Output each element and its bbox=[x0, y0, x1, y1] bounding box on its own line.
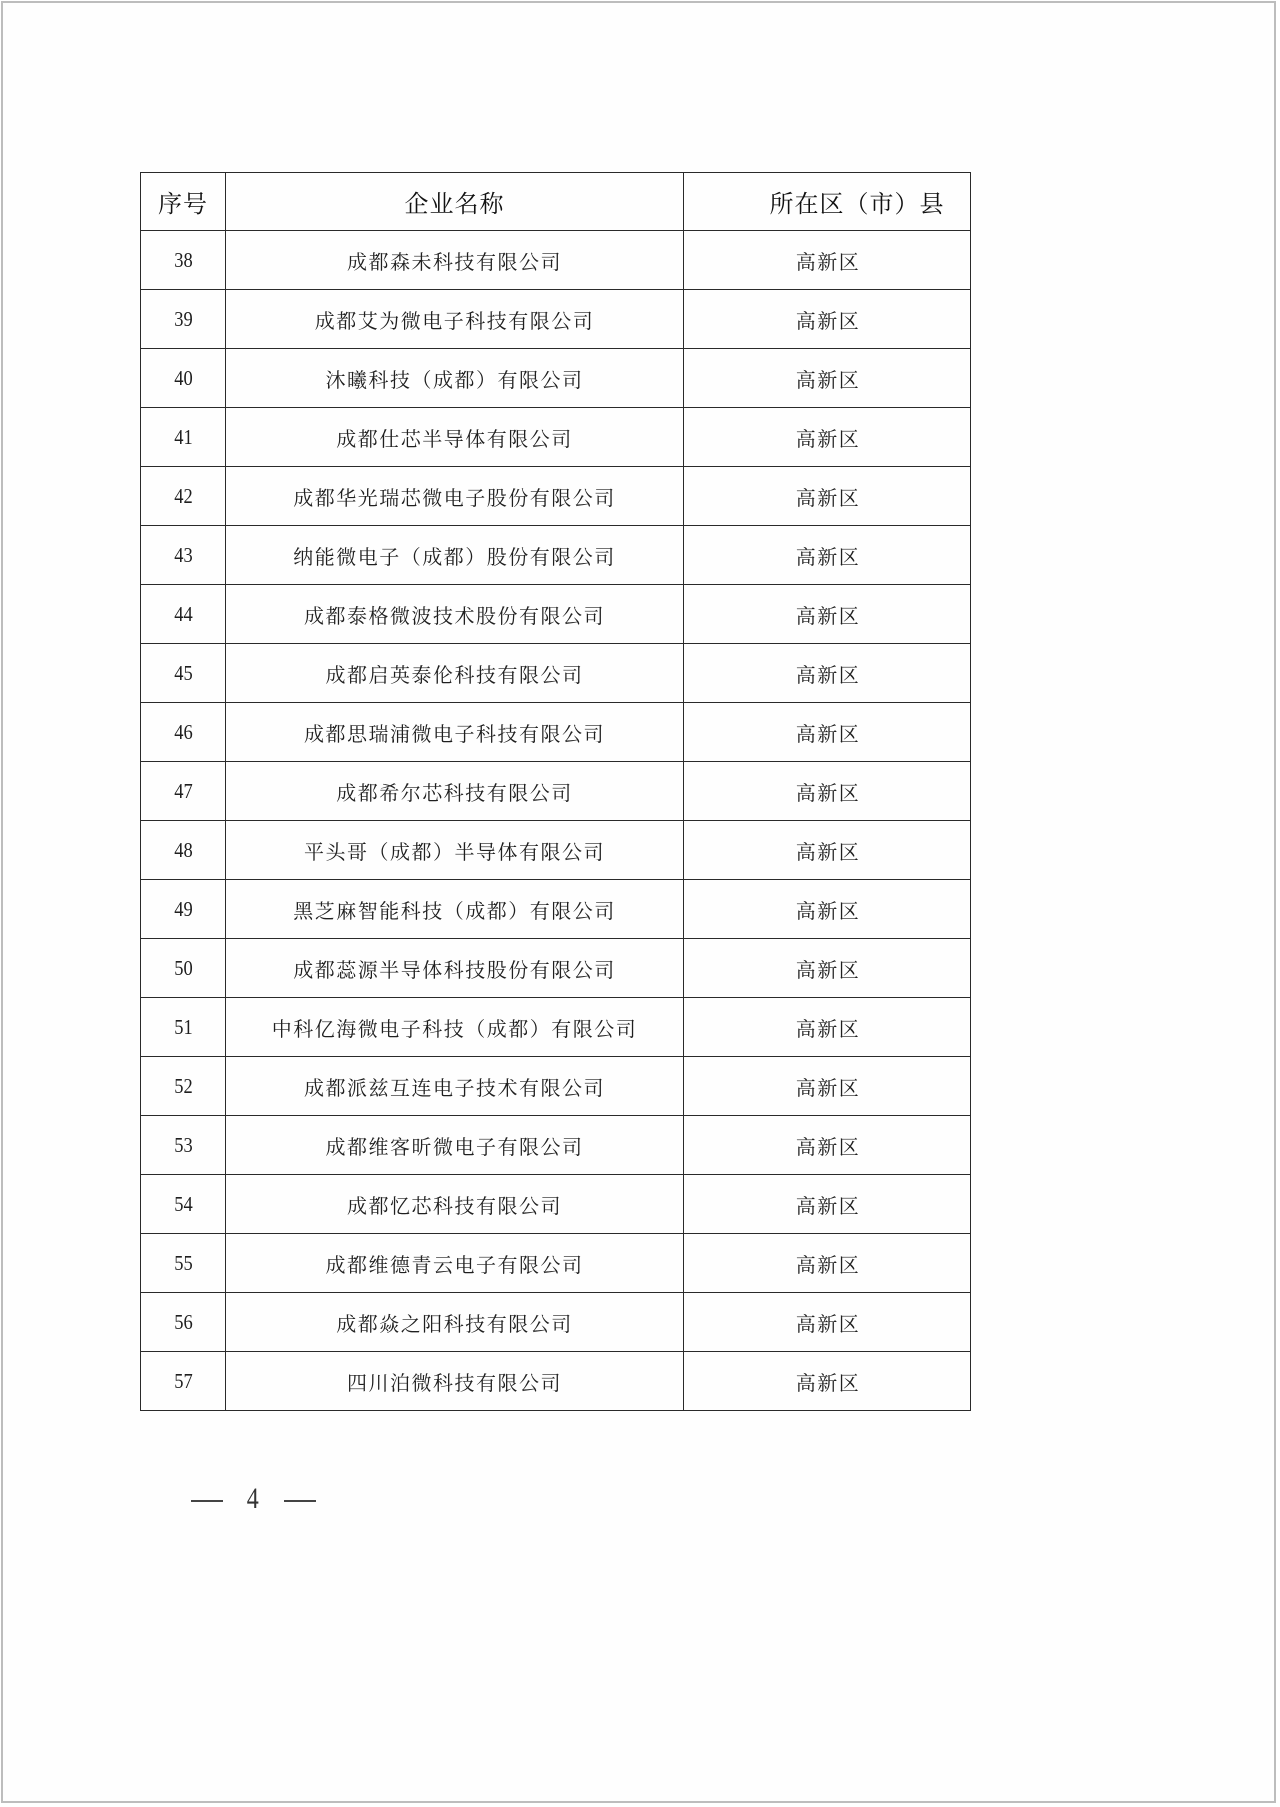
row-district: 高新区 bbox=[684, 880, 971, 939]
row-district: 高新区 bbox=[684, 349, 971, 408]
table-row bbox=[141, 1352, 971, 1411]
row-company-name: 成都启英泰伦科技有限公司 bbox=[226, 644, 684, 703]
row-company-name: 成都希尔芯科技有限公司 bbox=[226, 762, 684, 821]
row-index: 55 bbox=[146, 1234, 221, 1293]
row-company-name: 中科亿海微电子科技（成都）有限公司 bbox=[226, 998, 684, 1057]
row-district: 高新区 bbox=[684, 290, 971, 349]
row-index: 52 bbox=[146, 1057, 221, 1116]
row-company-name: 成都泰格微波技术股份有限公司 bbox=[226, 585, 684, 644]
header-company-name: 企业名称 bbox=[226, 173, 684, 231]
row-company-name: 成都维德青云电子有限公司 bbox=[226, 1234, 684, 1293]
row-company-name: 成都派兹互连电子技术有限公司 bbox=[226, 1057, 684, 1116]
table-row bbox=[141, 1057, 971, 1116]
row-company-name: 成都焱之阳科技有限公司 bbox=[226, 1293, 684, 1352]
row-company-name: 成都忆芯科技有限公司 bbox=[226, 1175, 684, 1234]
table-row bbox=[141, 998, 971, 1057]
table-row bbox=[141, 408, 971, 467]
table-row bbox=[141, 585, 971, 644]
row-district: 高新区 bbox=[684, 821, 971, 880]
row-district: 高新区 bbox=[684, 467, 971, 526]
row-company-name: 纳能微电子（成都）股份有限公司 bbox=[226, 526, 684, 585]
table-row bbox=[141, 644, 971, 703]
page-number-right-dash bbox=[284, 1500, 316, 1502]
table-row bbox=[141, 526, 971, 585]
row-index: 49 bbox=[146, 880, 221, 939]
row-index: 43 bbox=[146, 526, 221, 585]
row-company-name: 四川泊微科技有限公司 bbox=[226, 1352, 684, 1411]
row-district: 高新区 bbox=[684, 408, 971, 467]
table-row bbox=[141, 939, 971, 998]
page-number-value: 4 bbox=[246, 1482, 261, 1515]
row-company-name: 成都仕芯半导体有限公司 bbox=[226, 408, 684, 467]
row-district: 高新区 bbox=[684, 1175, 971, 1234]
row-company-name: 成都思瑞浦微电子科技有限公司 bbox=[226, 703, 684, 762]
row-index: 46 bbox=[146, 703, 221, 762]
row-company-name: 黑芝麻智能科技（成都）有限公司 bbox=[226, 880, 684, 939]
table-row bbox=[141, 880, 971, 939]
row-index: 39 bbox=[146, 290, 221, 349]
row-index: 51 bbox=[146, 998, 221, 1057]
row-company-name: 成都森未科技有限公司 bbox=[226, 231, 684, 290]
row-index: 53 bbox=[146, 1116, 221, 1175]
table-row bbox=[141, 1175, 971, 1234]
table-row bbox=[141, 762, 971, 821]
page-number-left-dash bbox=[191, 1500, 223, 1502]
row-index: 42 bbox=[146, 467, 221, 526]
row-district: 高新区 bbox=[684, 1293, 971, 1352]
row-index: 47 bbox=[146, 762, 221, 821]
row-district: 高新区 bbox=[684, 762, 971, 821]
row-district: 高新区 bbox=[684, 585, 971, 644]
row-index: 40 bbox=[146, 349, 221, 408]
row-index: 44 bbox=[146, 585, 221, 644]
row-district: 高新区 bbox=[684, 644, 971, 703]
table-row bbox=[141, 1116, 971, 1175]
table-row bbox=[141, 703, 971, 762]
row-district: 高新区 bbox=[684, 939, 971, 998]
row-company-name: 成都艾为微电子科技有限公司 bbox=[226, 290, 684, 349]
row-district: 高新区 bbox=[684, 1116, 971, 1175]
row-district: 高新区 bbox=[684, 703, 971, 762]
row-company-name: 沐曦科技（成都）有限公司 bbox=[226, 349, 684, 408]
row-index: 54 bbox=[146, 1175, 221, 1234]
row-company-name: 成都华光瑞芯微电子股份有限公司 bbox=[226, 467, 684, 526]
row-district: 高新区 bbox=[684, 231, 971, 290]
row-index: 38 bbox=[146, 231, 221, 290]
row-district: 高新区 bbox=[684, 1352, 971, 1411]
table-header-row bbox=[141, 173, 971, 231]
table-row bbox=[141, 290, 971, 349]
row-district: 高新区 bbox=[684, 1234, 971, 1293]
row-index: 50 bbox=[146, 939, 221, 998]
row-company-name: 成都维客昕微电子有限公司 bbox=[226, 1116, 684, 1175]
row-index: 45 bbox=[146, 644, 221, 703]
company-list-table bbox=[140, 172, 971, 1411]
header-district: 所在区（市）县 bbox=[684, 173, 971, 231]
row-district: 高新区 bbox=[684, 998, 971, 1057]
header-index: 序号 bbox=[141, 173, 226, 231]
row-company-name: 平头哥（成都）半导体有限公司 bbox=[226, 821, 684, 880]
page-number bbox=[172, 1448, 316, 1516]
row-index: 48 bbox=[146, 821, 221, 880]
row-index: 57 bbox=[146, 1352, 221, 1411]
table-row bbox=[141, 349, 971, 408]
row-index: 41 bbox=[146, 408, 221, 467]
row-company-name: 成都蕊源半导体科技股份有限公司 bbox=[226, 939, 684, 998]
table-row bbox=[141, 821, 971, 880]
table-row bbox=[141, 467, 971, 526]
row-district: 高新区 bbox=[684, 1057, 971, 1116]
table-row bbox=[141, 231, 971, 290]
table-row bbox=[141, 1234, 971, 1293]
row-index: 56 bbox=[146, 1293, 221, 1352]
table-row bbox=[141, 1293, 971, 1352]
row-district: 高新区 bbox=[684, 526, 971, 585]
